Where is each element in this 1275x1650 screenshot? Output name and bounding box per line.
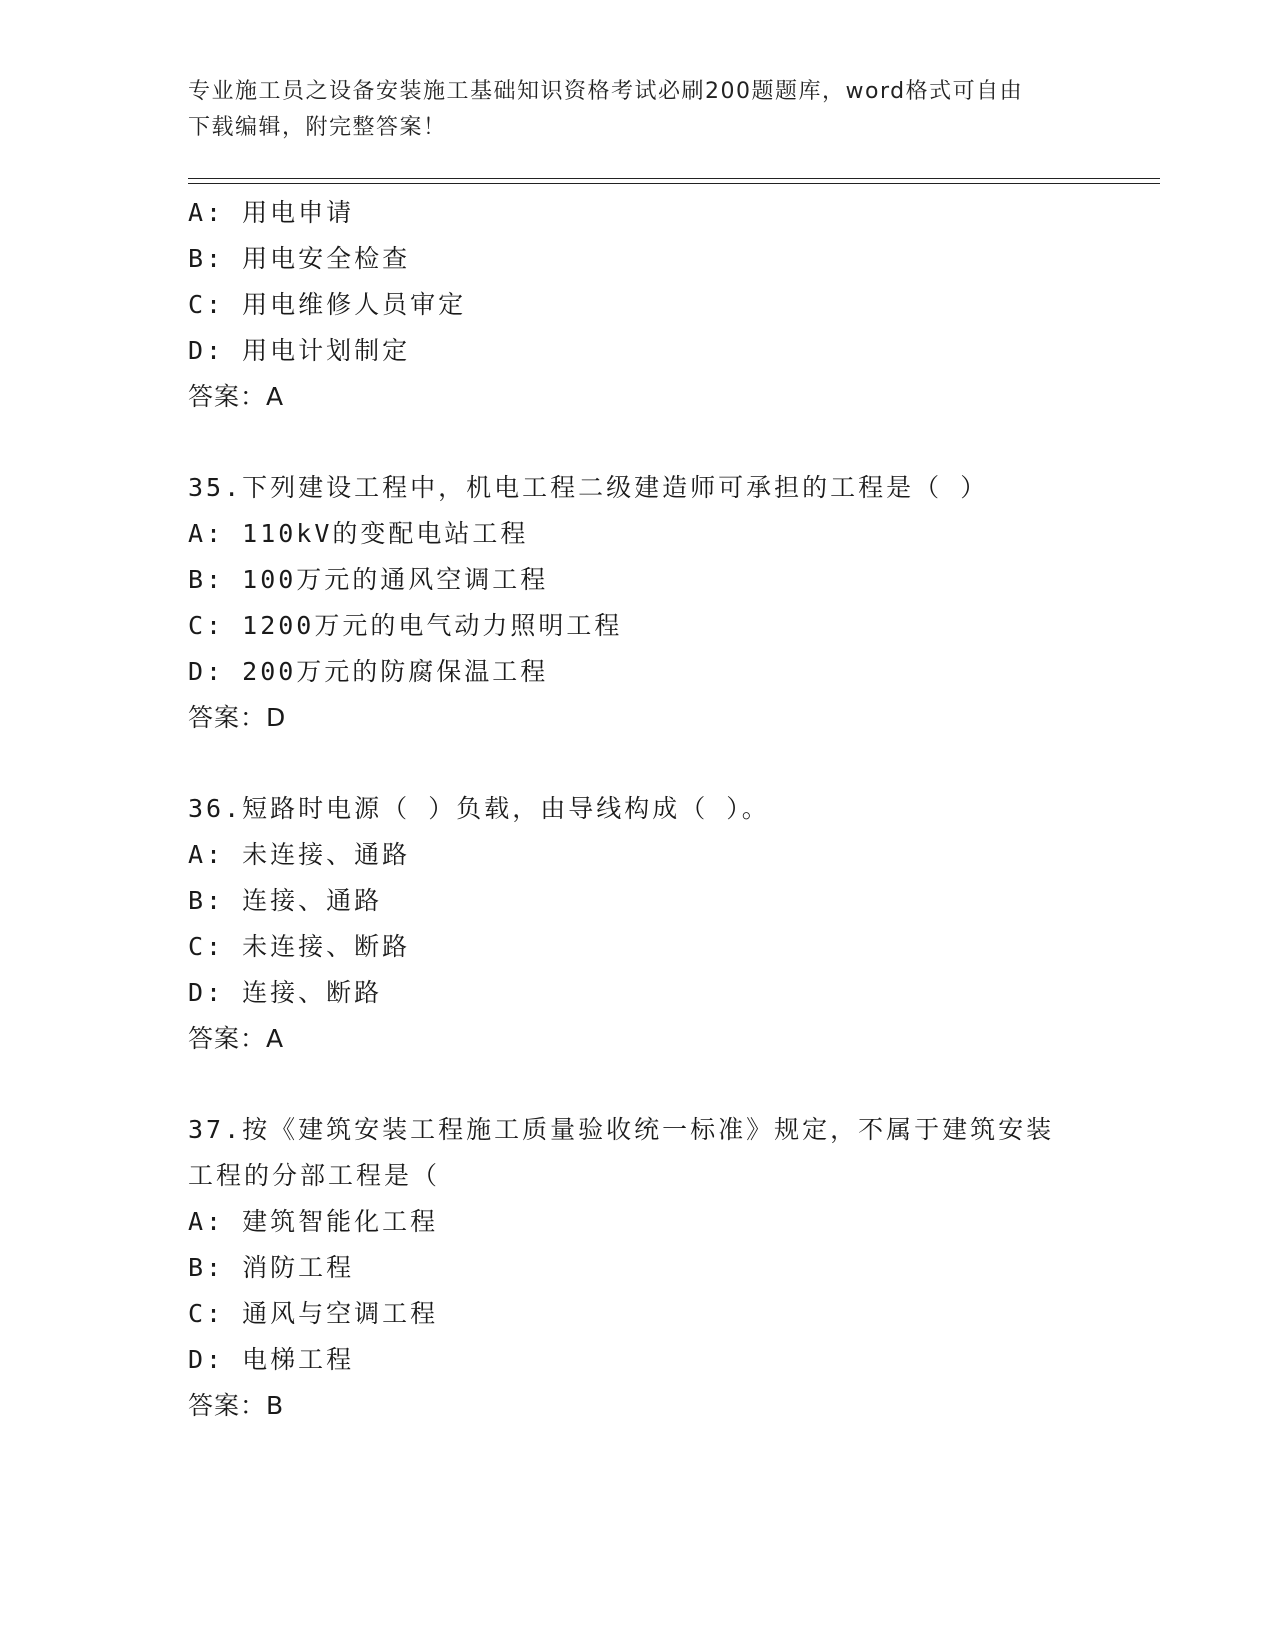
answer-label: 答案：A [188, 1024, 285, 1053]
option-c: C: 1200万元的电气动力照明工程 [188, 611, 623, 640]
option-b: B: 连接、通路 [188, 886, 383, 915]
question-block-35 [188, 465, 1188, 741]
option-d: D: 200万元的防腐保温工程 [188, 657, 549, 686]
option-c: C: 用电维修人员审定 [188, 290, 467, 319]
header-divider-bottom [188, 183, 1160, 184]
answer-label: 答案：A [188, 382, 285, 411]
answer-label: 答案：D [188, 703, 287, 732]
option-d: D: 电梯工程 [188, 1345, 355, 1374]
option-c: C: 通风与空调工程 [188, 1299, 439, 1328]
document-header [188, 74, 1088, 146]
option-b: B: 消防工程 [188, 1253, 355, 1282]
question-block-36 [188, 786, 1188, 1062]
header-divider-top [188, 178, 1160, 179]
option-c: C: 未连接、断路 [188, 932, 411, 961]
question-stem-line-2: 工程的分部工程是（ [188, 1161, 441, 1190]
question-stem: 35.下列建设工程中，机电工程二级建造师可承担的工程是（ ） [188, 473, 989, 502]
question-list [188, 190, 1188, 1429]
option-a: A: 110kV的变配电站工程 [188, 519, 529, 548]
option-d: D: 连接、断路 [188, 978, 383, 1007]
option-a: A: 未连接、通路 [188, 840, 411, 869]
answer-label: 答案：B [188, 1391, 285, 1420]
question-block-34 [188, 190, 1188, 420]
header-line-1: 专业施工员之设备安装施工基础知识资格考试必刷200题题库，word格式可自由 [188, 79, 1024, 104]
option-d: D: 用电计划制定 [188, 336, 411, 365]
option-a: A: 建筑智能化工程 [188, 1207, 439, 1236]
option-a: A: 用电申请 [188, 198, 355, 227]
question-stem-line-1: 37.按《建筑安装工程施工质量验收统一标准》规定，不属于建筑安装 [188, 1115, 1055, 1144]
question-block-37 [188, 1107, 1188, 1429]
option-b: B: 用电安全检查 [188, 244, 411, 273]
question-stem: 36.短路时电源（ ）负载，由导线构成（ ）。 [188, 794, 770, 823]
header-line-2: 下载编辑，附完整答案！ [188, 115, 447, 140]
option-b: B: 100万元的通风空调工程 [188, 565, 549, 594]
